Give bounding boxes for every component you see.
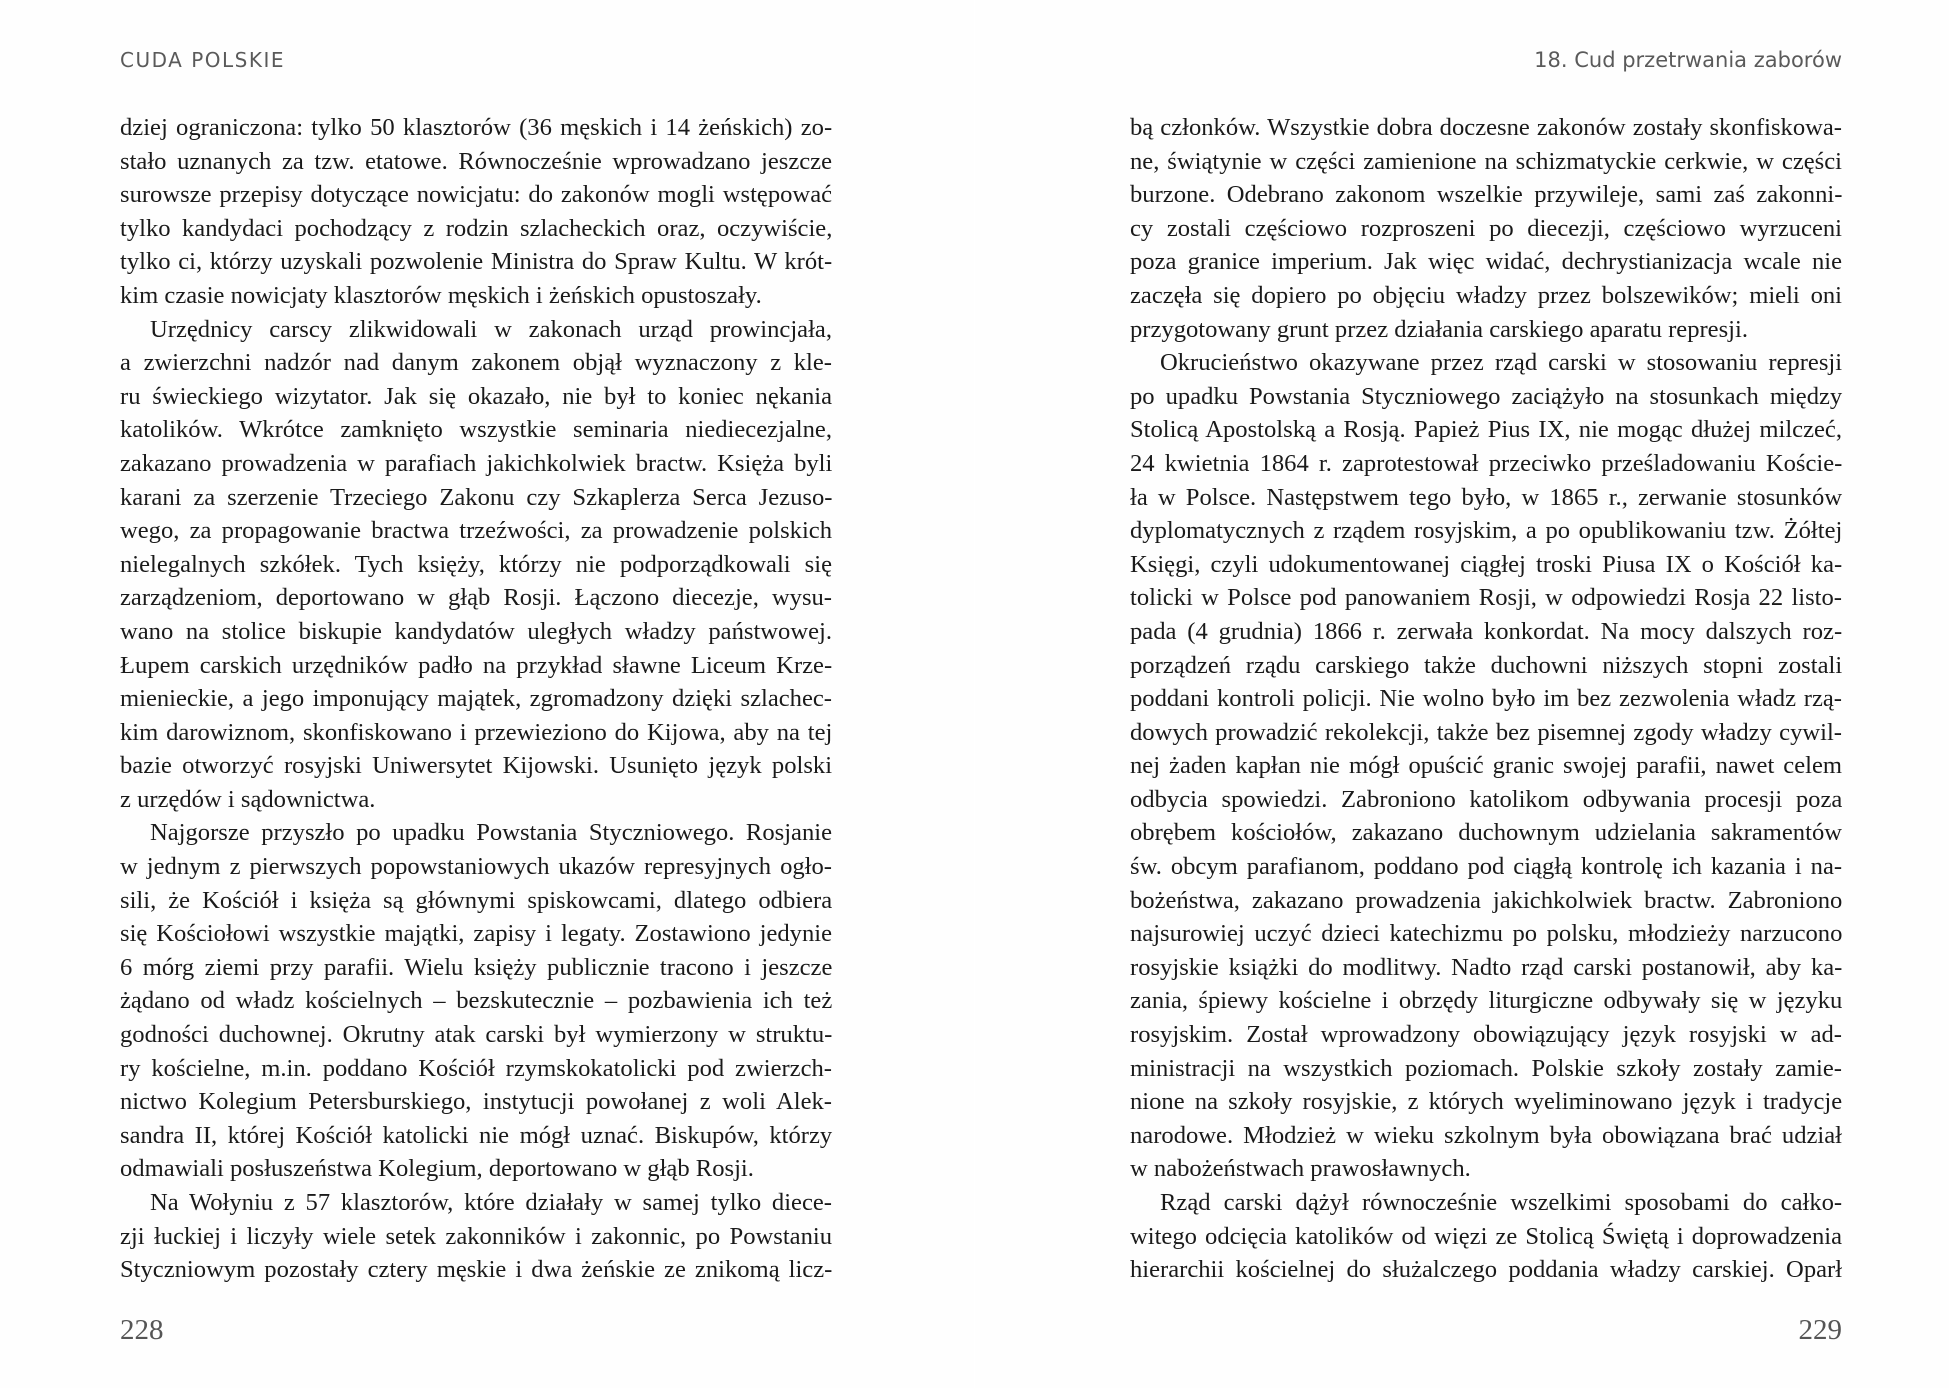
text-line: tylko kandydaci pochodzący z rodzin szlacheckich oraz, oczywiście, (120, 214, 833, 242)
text-line: sandra II, której Kościół katolicki nie mógł uznać. Biskupów, którzy (120, 1121, 833, 1149)
text-line: odmawiali posłuszeństwa Kolegium, deportowano w głąb Rosji. (120, 1155, 754, 1183)
text-line: ne, świątynie w części zamienione na schizmatyckie cerkwie, w części (1130, 147, 1842, 175)
text-line: Księgi, czyli udokumentowanej ciągłej troski Piusa IX o Kościół ka- (1130, 550, 1843, 578)
text-line: wego, za propagowanie bractwa trzeźwości, za prowadzenie polskich (120, 517, 832, 545)
text-line: Najgorsze przyszło po upadku Powstania Styczniowego. Rosjanie (150, 819, 832, 847)
running-head-chapter-title: 18. Cud przetrwania zaborów (1534, 48, 1842, 72)
page-number: 228 (120, 1314, 164, 1346)
text-line: witego odcięcia katolików od więzi ze Stolicą Świętą i doprowadzenia (1130, 1222, 1842, 1250)
text-line: ry kościelne, m.in. poddano Kościół rzymskokatolicki pod zwierzch- (120, 1054, 832, 1082)
text-line: ła w Polsce. Następstwem tego było, w 1865 r., zerwanie stosunków (1130, 483, 1843, 511)
text-line: nej żaden kapłan nie mógł opuścić granic swojej parafii, nawet celem (1130, 752, 1842, 780)
page-number: 229 (1798, 1314, 1842, 1346)
text-line: dziej ograniczona: tylko 50 klasztorów (36 męskich i 14 żeńskich) zo- (120, 114, 833, 141)
text-line: a zwierzchni nadzór nad danym zakonem objął wyznaczony z kle- (120, 349, 832, 377)
text-line: Na Wołyniu z 57 klasztorów, które działały w samej tylko diece- (150, 1189, 832, 1216)
text-line: dowych prowadzić rekolekcji, także bez pisemnej zgody władzy cywil- (1130, 718, 1842, 746)
text-line: surowsze przepisy dotyczące nowicjatu: do zakonów mogli wstępować (120, 181, 833, 209)
text-line: cy zostali częściowo rozproszeni po diecezji, częściowo wyrzuceni (1130, 214, 1842, 242)
text-line: zakazano prowadzenia w parafiach jakichkolwiek bractw. Księża byli (120, 449, 833, 477)
text-line: kim darowiznom, skonfiskowano i przewieziono do Kijowa, aby na tej (120, 718, 833, 746)
text-line: poddani kontroli policji. Nie wolno było im bez zezwolenia władz rzą- (1130, 685, 1842, 713)
text-line: Styczniowym pozostały cztery męskie i dwa żeńskie ze znikomą licz- (120, 1256, 833, 1284)
text-line: porządzeń rządu carskiego także duchowni niższych stopni zostali (1130, 651, 1843, 679)
text-line: w nabożeństwach prawosławnych. (1130, 1155, 1471, 1183)
text-line: w jednym z pierwszych popowstaniowych ukazów represyjnych ogło- (120, 853, 832, 881)
text-line: 6 mórg ziemi przy parafii. Wielu księży publicznie tracono i jeszcze (120, 953, 833, 981)
text-line: ru świeckiego wizytator. Jak się okazało, nie był to koniec nękania (120, 382, 832, 410)
running-head-book-title: CUDA POLSKIE (120, 48, 285, 72)
text-line: zji łuckiej i liczyły wiele setek zakonników i zakonnic, po Powstaniu (120, 1222, 832, 1250)
text-line: bazie otworzyć rosyjski Uniwersytet Kijowski. Usunięto język polski (120, 752, 833, 780)
text-line: po upadku Powstania Styczniowego zaciążyło na stosunkach między (1130, 382, 1843, 410)
text-line: dyplomatycznych z rządem rosyjskim, a po opublikowaniu tzw. Żółtej (1130, 517, 1843, 545)
text-line: mienieckie, a jego imponujący majątek, zgromadzony dzięki szlachec- (120, 685, 832, 713)
text-line: katolików. Wkrótce zamknięto wszystkie seminaria niediecezjalne, (120, 416, 832, 444)
text-line: Urzędnicy carscy zlikwidowali w zakonach urząd prowincjała, (150, 315, 832, 343)
text-line: przygotowany grunt przez działania carskiego aparatu represji. (1130, 315, 1748, 343)
text-line: hierarchii kościelnej do służalczego poddania władzy carskiej. Oparł (1130, 1256, 1843, 1284)
text-line: zaczęła się dopiero po objęciu władzy przez bolszewików; mieli oni (1130, 281, 1842, 309)
text-line: odbycia spowiedzi. Zabroniono katolikom odbywania procesji poza (1130, 785, 1843, 813)
text-line: ministracji na wszystkich poziomach. Polskie szkoły zostały zamie- (1130, 1054, 1842, 1082)
text-line: rosyjskim. Został wprowadzony obowiązujący język rosyjski w ad- (1130, 1021, 1842, 1049)
text-line: kim czasie nowicjaty klasztorów męskich i żeńskich opustoszały. (120, 281, 762, 309)
text-line: nione na szkoły rosyjskie, z których wyeliminowano język i tradycje (1130, 1088, 1843, 1116)
text-line: Stolicą Apostolską a Rosją. Papież Pius IX, nie mogąc dłużej milczeć, (1130, 416, 1842, 444)
left-page (0, 0, 974, 1388)
text-line: karani za szerzenie Trzeciego Zakonu czy Szkaplerza Serca Jezuso- (120, 483, 833, 511)
text-line: bożeństwa, zakazano prowadzenia jakichkolwiek bractw. Zabroniono (1130, 886, 1843, 914)
text-line: bą członków. Wszystkie dobra doczesne zakonów zostały skonfiskowa- (1130, 114, 1842, 141)
text-line: obrębem kościołów, zakazano duchownym udzielania sakramentów (1130, 819, 1842, 847)
text-line: rosyjskie książki do modlitwy. Nadto rząd carski postanowił, aby ka- (1130, 953, 1843, 981)
text-line: się Kościołowi wszystkie majątki, zapisy i legaty. Zostawiono jedynie (120, 920, 832, 948)
right-page (975, 0, 1949, 1388)
body-text (1130, 111, 1842, 1287)
text-line: zarządzeniom, deportowano w głąb Rosji. Łączono diecezje, wysu- (120, 584, 832, 612)
body-text (120, 111, 832, 1287)
text-line: Okrucieństwo okazywane przez rząd carski w stosowaniu represji (1160, 349, 1843, 377)
text-line: z urzędów i sądownictwa. (120, 785, 376, 813)
text-line: żądano od władz kościelnych – bezskutecznie – pozbawienia ich też (120, 987, 833, 1015)
text-line: nielegalnych szkółek. Tych księży, którzy nie podporządkowali się (120, 550, 832, 578)
text-line: Rząd carski dążył równocześnie wszelkimi sposobami do całko- (1160, 1189, 1843, 1216)
text-line: Łupem carskich urzędników padło na przykład sławne Liceum Krze- (120, 651, 833, 679)
text-line: najsurowiej uczyć dzieci katechizmu po polsku, młodzieży narzucono (1130, 920, 1843, 948)
text-line: stało uznanych za tzw. etatowe. Równocześnie wprowadzano jeszcze (120, 147, 832, 175)
text-line: sili, że Kościół i księża są głównymi spiskowcami, dlatego odbiera (120, 886, 833, 914)
text-line: zania, śpiewy kościelne i obrzędy liturgiczne odbywały się w języku (1130, 987, 1843, 1015)
text-line: nictwo Kolegium Petersburskiego, instytucji powołanej z woli Alek- (120, 1088, 832, 1116)
text-line: 24 kwietnia 1864 r. zaprotestował przeciwko prześladowaniu Koście- (1130, 449, 1843, 477)
text-line: burzone. Odebrano zakonom wszelkie przywileje, sami zaś zakonni- (1130, 181, 1843, 209)
text-line: poza granice imperium. Jak więc widać, dechrystianizacja wcale nie (1130, 248, 1842, 276)
text-line: wano na stolice biskupie kandydatów uległych władzy państwowej. (120, 617, 832, 645)
text-line: tolicki w Polsce pod panowaniem Rosji, w odpowiedzi Rosja 22 listo- (1130, 584, 1842, 612)
text-line: godności duchownej. Okrutny atak carski był wymierzony w struktu- (120, 1021, 833, 1049)
text-line: św. obcym parafianom, poddano pod ciągłą kontrolę ich kazania i na- (1130, 853, 1843, 881)
text-line: tylko ci, którzy uzyskali pozwolenie Ministra do Spraw Kultu. W krót- (120, 248, 833, 276)
text-line: narodowe. Młodzież w wieku szkolnym była obowiązana brać udział (1130, 1121, 1842, 1149)
text-line: pada (4 grudnia) 1866 r. zerwała konkordat. Na mocy dalszych roz- (1130, 617, 1843, 645)
